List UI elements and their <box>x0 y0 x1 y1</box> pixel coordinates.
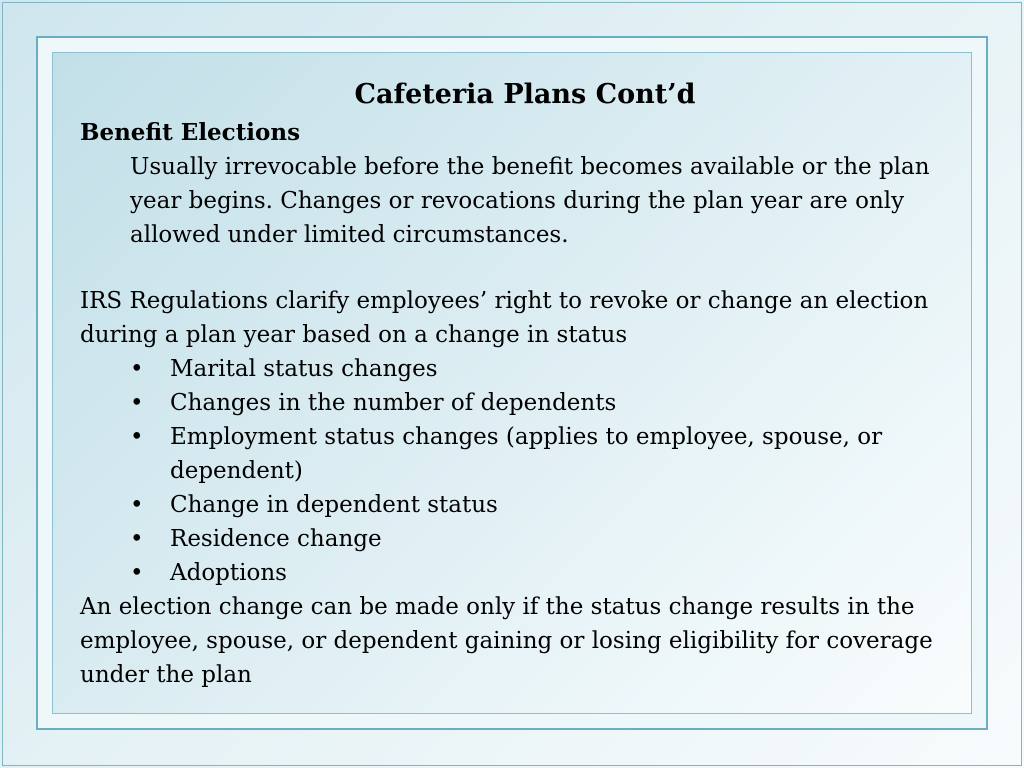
bullet-icon: • <box>130 492 144 518</box>
bullet-icon: • <box>130 526 144 552</box>
list-item-text: Employment status changes (applies to employee, spouse, or dependent) <box>170 424 883 484</box>
list-item <box>130 488 960 522</box>
list-item <box>130 386 960 420</box>
bullet-icon: • <box>130 424 144 450</box>
slide-title: Cafeteria Plans Cont’d <box>354 79 696 110</box>
list-item-text: Adoptions <box>170 560 287 586</box>
list-item-text: Marital status changes <box>170 356 438 382</box>
bullet-icon: • <box>130 390 144 416</box>
list-item-text: Residence change <box>170 526 382 552</box>
status-change-list <box>80 352 960 590</box>
intro-paragraph: IRS Regulations clarify employees’ right to revoke or change an election during a plan year based on a change in status <box>80 288 929 348</box>
spacer <box>80 252 960 284</box>
bullet-icon: • <box>130 356 144 382</box>
list-item-text: Change in dependent status <box>170 492 498 518</box>
bullet-icon: • <box>130 560 144 586</box>
closing-paragraph: An election change can be made only if the status change results in the employee, spouse, or dependent gaining or losing eligibility for coverage under the plan <box>80 594 933 688</box>
list-item <box>130 352 960 386</box>
list-item-text: Changes in the number of dependents <box>170 390 617 416</box>
indented-paragraph: Usually irrevocable before the benefit becomes available or the plan year begins. Changes or revocations during the plan year are only allowed under limited circumstances. <box>130 154 930 248</box>
list-item <box>130 556 960 590</box>
slide-content <box>80 74 960 692</box>
section-heading: Benefit Elections <box>80 119 301 146</box>
list-item <box>130 522 960 556</box>
list-item <box>130 420 960 488</box>
